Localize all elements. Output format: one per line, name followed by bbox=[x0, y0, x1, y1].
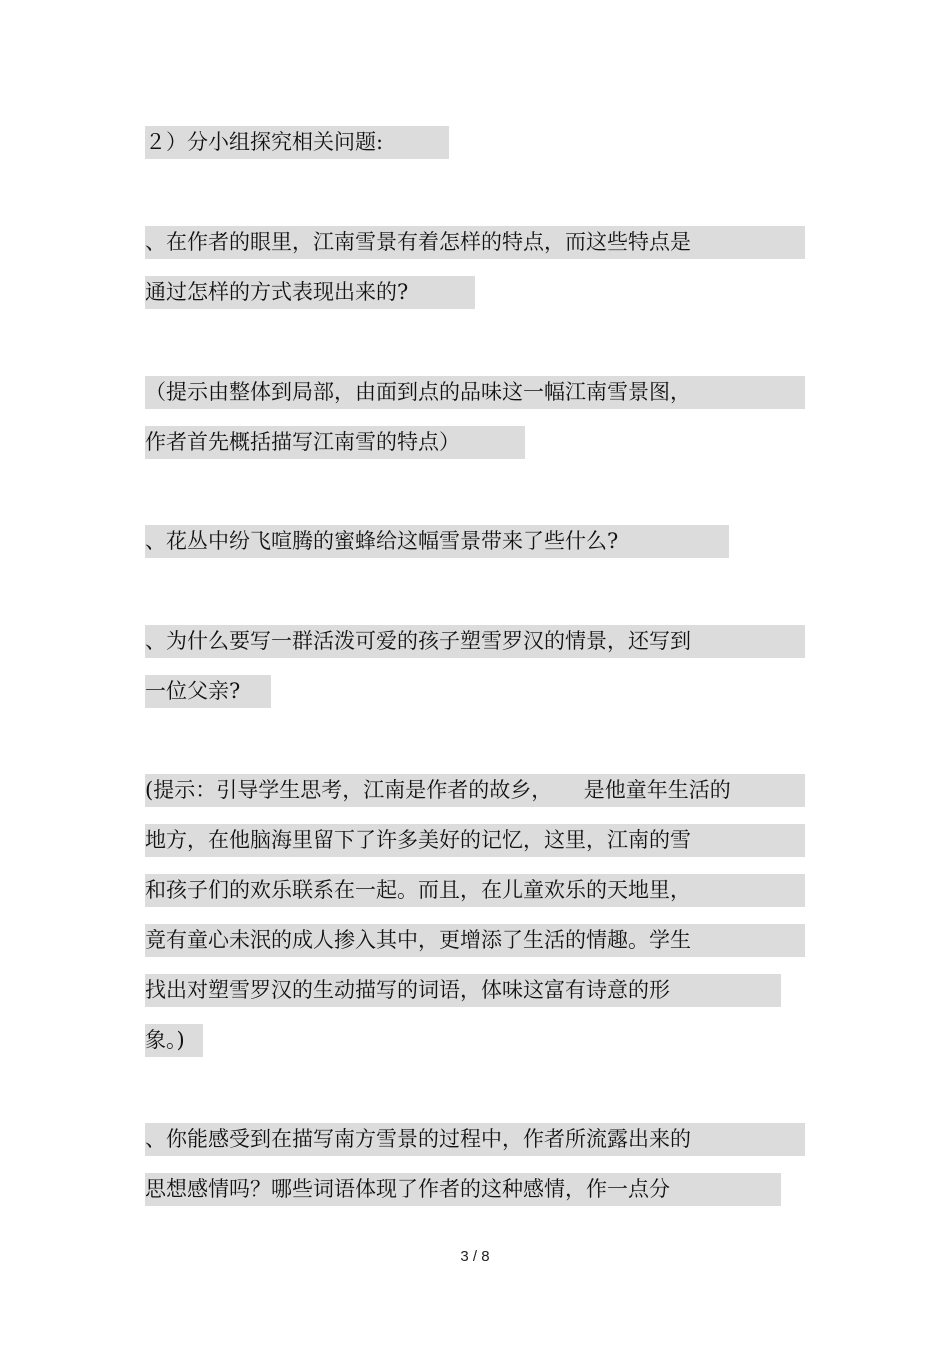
hint-1-line-1: （提示由整体到局部，由面到点的品味这一幅江南雪景图， bbox=[145, 376, 805, 409]
hint-2-line-1: (提示：引导学生思考，江南是作者的故乡， 是他童年生活的 bbox=[145, 774, 805, 807]
hint-2-line-5: 找出对塑雪罗汉的生动描写的词语，体味这富有诗意的形 bbox=[145, 974, 781, 1007]
section-heading: ２）分小组探究相关问题: bbox=[145, 126, 449, 159]
hint-2-line-4: 竟有童心未泯的成人掺入其中，更增添了生活的情趣。学生 bbox=[145, 924, 805, 957]
page-number: 3 / 8 bbox=[460, 1248, 490, 1265]
question-3-line-1: 、为什么要写一群活泼可爱的孩子塑雪罗汉的情景，还写到 bbox=[145, 625, 805, 658]
question-3-line-2: 一位父亲? bbox=[145, 675, 271, 708]
hint-2-line-6: 象。) bbox=[145, 1024, 203, 1057]
hint-2-line-3: 和孩子们的欢乐联系在一起。而且，在儿童欢乐的天地里， bbox=[145, 874, 805, 907]
question-2-line-1: 、花丛中纷飞喧腾的蜜蜂给这幅雪景带来了些什么? bbox=[145, 525, 729, 558]
hint-1-line-2: 作者首先概括描写江南雪的特点） bbox=[145, 426, 525, 459]
question-1-line-2: 通过怎样的方式表现出来的? bbox=[145, 276, 475, 309]
question-4-line-1: 、你能感受到在描写南方雪景的过程中，作者所流露出来的 bbox=[145, 1123, 805, 1156]
question-4-line-2: 思想感情吗？哪些词语体现了作者的这种感情，作一点分 bbox=[145, 1173, 781, 1206]
hint-2-line-2: 地方，在他脑海里留下了许多美好的记忆，这里，江南的雪 bbox=[145, 824, 805, 857]
question-1-line-1: 、在作者的眼里，江南雪景有着怎样的特点，而这些特点是 bbox=[145, 226, 805, 259]
